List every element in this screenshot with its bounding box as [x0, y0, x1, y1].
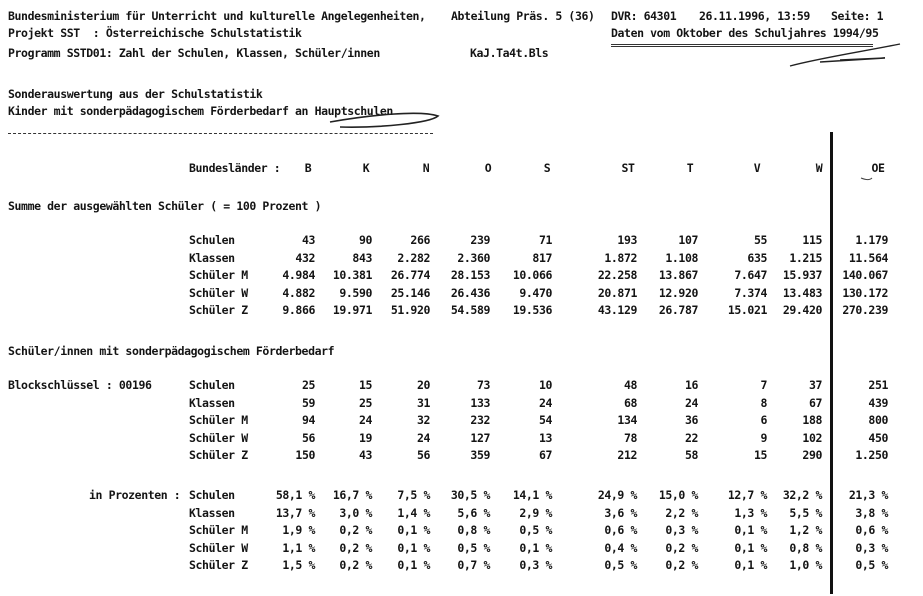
cell-k: 0,2 % [339, 540, 372, 555]
cell-b: 1,9 % [282, 523, 315, 537]
cell-v: 0,1 % [734, 523, 767, 537]
row-label: Schulen [189, 488, 235, 502]
block-key: Blockschlüssel : 00196 [8, 378, 152, 392]
cell-s: 817 [532, 250, 552, 265]
bundeslaender-label: Bundesländer : [189, 161, 281, 175]
cell-oe: 251 [868, 378, 888, 392]
cell-w: 15.937 [782, 268, 822, 282]
cell-v: 9 [760, 430, 767, 445]
cell-k: 843 [352, 250, 372, 265]
row-label: Schüler M [189, 413, 248, 427]
cell-w: 1.215 [789, 250, 822, 265]
cell-n: 24 [416, 430, 430, 445]
cell-o: 133 [470, 395, 490, 410]
cell-s: 54 [538, 413, 552, 427]
cell-t: 26.787 [658, 303, 698, 317]
cell-n: 0,1 % [397, 523, 430, 537]
cell-b: 13,7 % [275, 505, 315, 520]
cell-oe: 130.172 [842, 285, 888, 300]
row-label: Schulen [189, 378, 235, 392]
cell-b: 4.984 [282, 268, 315, 282]
pen-underline-title [330, 113, 438, 127]
cell-st: 20.871 [597, 285, 637, 300]
dvr-number: DVR: 64301 [611, 9, 677, 23]
cell-o: 232 [470, 413, 490, 427]
cell-v: 15 [753, 448, 767, 462]
cell-o: 2.360 [457, 250, 490, 265]
cell-n: 26.774 [390, 268, 430, 282]
cell-t: 13.867 [658, 268, 698, 282]
cell-oe: 21,3 % [848, 488, 888, 502]
cell-w: 67 [808, 395, 822, 410]
cell-n: 7,5 % [397, 488, 430, 502]
cell-w: 1,0 % [789, 558, 822, 572]
cell-t: 16 [684, 378, 698, 392]
cell-s: 24 [538, 395, 552, 410]
cell-n: 51.920 [390, 303, 430, 317]
cell-oe: 439 [868, 395, 888, 410]
cell-b: 58,1 % [275, 488, 315, 502]
row-label: Schüler W [189, 430, 248, 445]
cell-w: 1,2 % [789, 523, 822, 537]
cell-v: 8 [760, 395, 767, 410]
column-header-o: O [484, 161, 492, 175]
cell-n: 0,1 % [397, 540, 430, 555]
cell-b: 1,5 % [282, 558, 315, 572]
section-sen-title: Schüler/innen mit sonderpädagogischem Förderbedarf [8, 344, 335, 358]
cell-oe: 800 [868, 413, 888, 427]
cell-v: 0,1 % [734, 558, 767, 572]
cell-b: 43 [301, 233, 315, 247]
report-subtitle: Kinder mit sonderpädagogischem Förderbedarf an Hauptschulen [8, 104, 393, 118]
cell-v: 635 [747, 250, 767, 265]
column-header-k: K [362, 161, 370, 175]
cell-st: 3,6 % [604, 505, 637, 520]
row-label: Schüler Z [189, 558, 248, 572]
cell-n: 266 [410, 233, 430, 247]
cell-v: 55 [753, 233, 767, 247]
cell-k: 19 [358, 430, 372, 445]
cell-k: 19.971 [332, 303, 372, 317]
cell-st: 1.872 [604, 250, 637, 265]
row-label: Schüler Z [189, 448, 248, 462]
cell-k: 3,0 % [339, 505, 372, 520]
pen-arrow [820, 58, 885, 62]
percent-label: in Prozenten : [89, 488, 181, 502]
cell-k: 24 [358, 413, 372, 427]
cell-oe: 11.564 [848, 250, 888, 265]
cell-v: 7.374 [734, 285, 767, 300]
cell-t: 58 [684, 448, 698, 462]
cell-o: 239 [470, 233, 490, 247]
row-label: Klassen [189, 395, 235, 410]
column-header-s: S [543, 161, 551, 175]
cell-oe: 3,8 % [855, 505, 888, 520]
report-title: Sonderauswertung aus der Schulstatistik [8, 87, 263, 101]
column-header-n: N [422, 161, 430, 175]
row-label: Schüler W [189, 285, 248, 300]
cell-st: 134 [617, 413, 637, 427]
cell-n: 31 [416, 395, 430, 410]
cell-n: 0,1 % [397, 558, 430, 572]
row-label: Schüler M [189, 523, 248, 537]
cell-s: 67 [538, 448, 552, 462]
cell-o: 0,8 % [457, 523, 490, 537]
cell-s: 14,1 % [512, 488, 552, 502]
cell-n: 32 [416, 413, 430, 427]
column-header-oe: OE [871, 161, 885, 175]
cell-s: 10 [538, 378, 552, 392]
column-header-b: B [304, 161, 312, 175]
cell-s: 0,5 % [519, 523, 552, 537]
cell-o: 5,6 % [457, 505, 490, 520]
cell-s: 0,3 % [519, 558, 552, 572]
cell-oe: 0,6 % [855, 523, 888, 537]
cell-w: 13.483 [782, 285, 822, 300]
cell-o: 127 [470, 430, 490, 445]
cell-oe: 1.179 [855, 233, 888, 247]
cell-t: 12.920 [658, 285, 698, 300]
cell-s: 2,9 % [519, 505, 552, 520]
cell-w: 0,8 % [789, 540, 822, 555]
data-period: Daten vom Oktober des Schuljahres 1994/95 [611, 26, 879, 40]
cell-oe: 140.067 [842, 268, 888, 282]
cell-s: 19.536 [512, 303, 552, 317]
row-label: Klassen [189, 505, 235, 520]
program-line: Programm SSTD01: Zahl der Schulen, Klassen, Schüler/innen [8, 46, 380, 60]
ministry-line: Bundesministerium für Unterricht und kulturelle Angelegenheiten, [8, 9, 426, 23]
cell-b: 94 [301, 413, 315, 427]
cell-st: 193 [617, 233, 637, 247]
cell-o: 359 [470, 448, 490, 462]
cell-k: 9.590 [339, 285, 372, 300]
column-header-w: W [815, 161, 823, 175]
pen-tick-oe [861, 178, 872, 180]
cell-b: 25 [301, 378, 315, 392]
department: Abteilung Präs. 5 (36) [451, 9, 595, 23]
print-date: 26.11.1996, 13:59 [699, 9, 810, 23]
cell-k: 16,7 % [332, 488, 372, 502]
project-line: Projekt SST : Österreichische Schulstatistik [8, 26, 302, 40]
cell-v: 7 [760, 378, 767, 392]
cell-b: 9.866 [282, 303, 315, 317]
row-label: Klassen [189, 250, 235, 265]
cell-st: 0,6 % [604, 523, 637, 537]
cell-t: 0,3 % [665, 523, 698, 537]
cell-v: 6 [760, 413, 767, 427]
cell-st: 0,4 % [604, 540, 637, 555]
cell-t: 24 [684, 395, 698, 410]
cell-st: 68 [623, 395, 637, 410]
row-label: Schüler M [189, 268, 248, 282]
cell-s: 71 [538, 233, 552, 247]
row-label: Schulen [189, 233, 235, 247]
cell-v: 0,1 % [734, 540, 767, 555]
cell-w: 29.420 [782, 303, 822, 317]
cell-o: 28.153 [450, 268, 490, 282]
cell-t: 0,2 % [665, 558, 698, 572]
cell-k: 0,2 % [339, 523, 372, 537]
cell-oe: 450 [868, 430, 888, 445]
cell-n: 25.146 [390, 285, 430, 300]
cell-n: 56 [416, 448, 430, 462]
cell-b: 150 [295, 448, 315, 462]
cell-oe: 0,5 % [855, 558, 888, 572]
file-reference: KaJ.Ta4t.Bls [470, 46, 549, 60]
cell-o: 26.436 [450, 285, 490, 300]
cell-st: 48 [623, 378, 637, 392]
cell-v: 15.021 [727, 303, 767, 317]
column-header-v: V [753, 161, 761, 175]
section-total-title: Summe der ausgewählten Schüler ( = 100 Prozent ) [8, 199, 322, 213]
cell-s: 0,1 % [519, 540, 552, 555]
cell-t: 107 [678, 233, 698, 247]
cell-b: 59 [301, 395, 315, 410]
cell-k: 0,2 % [339, 558, 372, 572]
pen-stroke-header [790, 44, 900, 66]
cell-t: 36 [684, 413, 698, 427]
cell-k: 10.381 [332, 268, 372, 282]
cell-k: 25 [358, 395, 372, 410]
cell-v: 1,3 % [734, 505, 767, 520]
cell-w: 290 [802, 448, 822, 462]
column-divider [830, 132, 833, 594]
cell-w: 188 [802, 413, 822, 427]
cell-k: 43 [358, 448, 372, 462]
cell-w: 115 [802, 233, 822, 247]
cell-s: 10.066 [512, 268, 552, 282]
cell-t: 22 [684, 430, 698, 445]
cell-s: 13 [538, 430, 552, 445]
column-header-st: ST [621, 161, 635, 175]
cell-t: 2,2 % [665, 505, 698, 520]
cell-n: 20 [416, 378, 430, 392]
column-header-t: T [686, 161, 694, 175]
cell-n: 2.282 [397, 250, 430, 265]
cell-w: 102 [802, 430, 822, 445]
cell-o: 30,5 % [450, 488, 490, 502]
cell-st: 212 [617, 448, 637, 462]
cell-v: 12,7 % [727, 488, 767, 502]
cell-o: 0,5 % [457, 540, 490, 555]
cell-w: 5,5 % [789, 505, 822, 520]
cell-o: 54.589 [450, 303, 490, 317]
cell-st: 22.258 [597, 268, 637, 282]
cell-o: 73 [476, 378, 490, 392]
cell-oe: 270.239 [842, 303, 888, 317]
cell-st: 24,9 % [597, 488, 637, 502]
cell-v: 7.647 [734, 268, 767, 282]
row-label: Schüler W [189, 540, 248, 555]
cell-t: 1.108 [665, 250, 698, 265]
cell-st: 78 [623, 430, 637, 445]
cell-oe: 1.250 [855, 448, 888, 462]
cell-t: 15,0 % [658, 488, 698, 502]
cell-s: 9.470 [519, 285, 552, 300]
cell-b: 1,1 % [282, 540, 315, 555]
cell-w: 37 [808, 378, 822, 392]
cell-st: 0,5 % [604, 558, 637, 572]
cell-o: 0,7 % [457, 558, 490, 572]
row-label: Schüler Z [189, 303, 248, 317]
cell-t: 0,2 % [665, 540, 698, 555]
cell-n: 1,4 % [397, 505, 430, 520]
cell-st: 43.129 [597, 303, 637, 317]
cell-w: 32,2 % [782, 488, 822, 502]
cell-oe: 0,3 % [855, 540, 888, 555]
cell-k: 90 [358, 233, 372, 247]
page-number: Seite: 1 [831, 9, 884, 23]
cell-b: 4.882 [282, 285, 315, 300]
cell-b: 432 [295, 250, 315, 265]
cell-k: 15 [358, 378, 372, 392]
cell-b: 56 [301, 430, 315, 445]
